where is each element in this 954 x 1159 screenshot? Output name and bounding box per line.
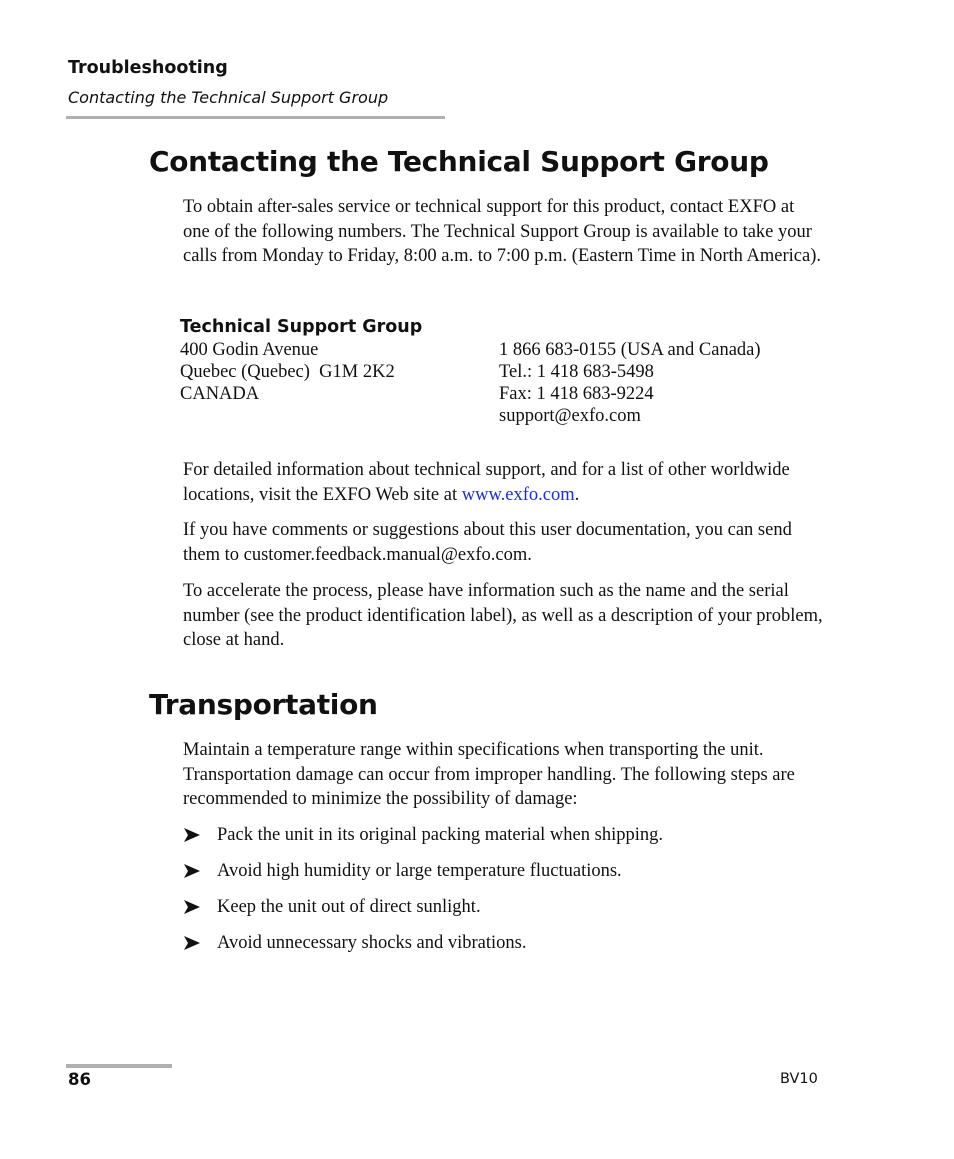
- transport-section-heading: Transportation: [149, 688, 378, 721]
- accelerate-paragraph: To accelerate the process, please have information such as the name and the serial number (see the product identification label), as well as a description of your problem, close at hand.: [183, 581, 823, 650]
- list-item-text: Keep the unit out of direct sunlight.: [217, 897, 481, 917]
- running-header-section: Contacting the Technical Support Group: [68, 88, 389, 107]
- page-number: 86: [68, 1070, 91, 1089]
- contact-block-title: Technical Support Group: [180, 317, 423, 337]
- phone-toll-free: 1 866 683-0155 (USA and Canada): [499, 340, 761, 360]
- exfo-website-link[interactable]: www.exfo.com: [461, 484, 575, 505]
- support-section-heading: Contacting the Technical Support Group: [149, 145, 769, 178]
- list-item: [183, 931, 526, 955]
- contact-numbers: [499, 339, 761, 427]
- details-paragraph: [183, 458, 823, 507]
- contact-address: [180, 339, 395, 405]
- support-intro-paragraph: To obtain after-sales service or technical support for this product, contact EXFO at one of the following numbers. The Technical Support Group is available to take your calls from Monday to Friday, 8:00 a.m. to 7:00 p.m. (Eastern Time in North America).: [183, 197, 821, 266]
- phone-tel: Tel.: 1 418 683-5498: [499, 362, 654, 382]
- address-line: CANADA: [180, 384, 260, 404]
- support-email: support@exfo.com: [499, 406, 641, 426]
- transport-intro-paragraph: Maintain a temperature range within specifications when transporting the unit. Transportation damage can occur from improper handling. The following steps are recommended to minimize the possibility of damage:: [183, 740, 795, 809]
- feedback-paragraph: If you have comments or suggestions about this user documentation, you can send them to customer.feedback.manual@exfo.com.: [183, 520, 792, 565]
- list-item-text: Pack the unit in its original packing material when shipping.: [217, 825, 663, 845]
- address-line: Quebec (Quebec) G1M 2K2: [180, 362, 395, 382]
- details-text: For detailed information about technical support, and for a list of other worldwide locations, visit the EXFO Web site at: [183, 460, 790, 505]
- arrow-bullet-icon: [183, 931, 217, 955]
- address-line: 400 Godin Avenue: [180, 340, 319, 360]
- list-item: [183, 859, 622, 883]
- details-end: .: [574, 484, 580, 505]
- phone-fax: Fax: 1 418 683-9224: [499, 384, 654, 404]
- list-item-text: Avoid high humidity or large temperature fluctuations.: [217, 861, 622, 881]
- footer-divider: [66, 1064, 172, 1068]
- arrow-bullet-icon: [183, 895, 217, 919]
- list-item-text: Avoid unnecessary shocks and vibrations.: [217, 933, 527, 953]
- arrow-bullet-icon: [183, 823, 217, 847]
- running-header-chapter: Troubleshooting: [68, 58, 228, 78]
- header-divider: [66, 116, 445, 119]
- product-model: BV10: [780, 1071, 818, 1087]
- list-item: [183, 823, 663, 847]
- list-item: [183, 895, 481, 919]
- arrow-bullet-icon: [183, 859, 217, 883]
